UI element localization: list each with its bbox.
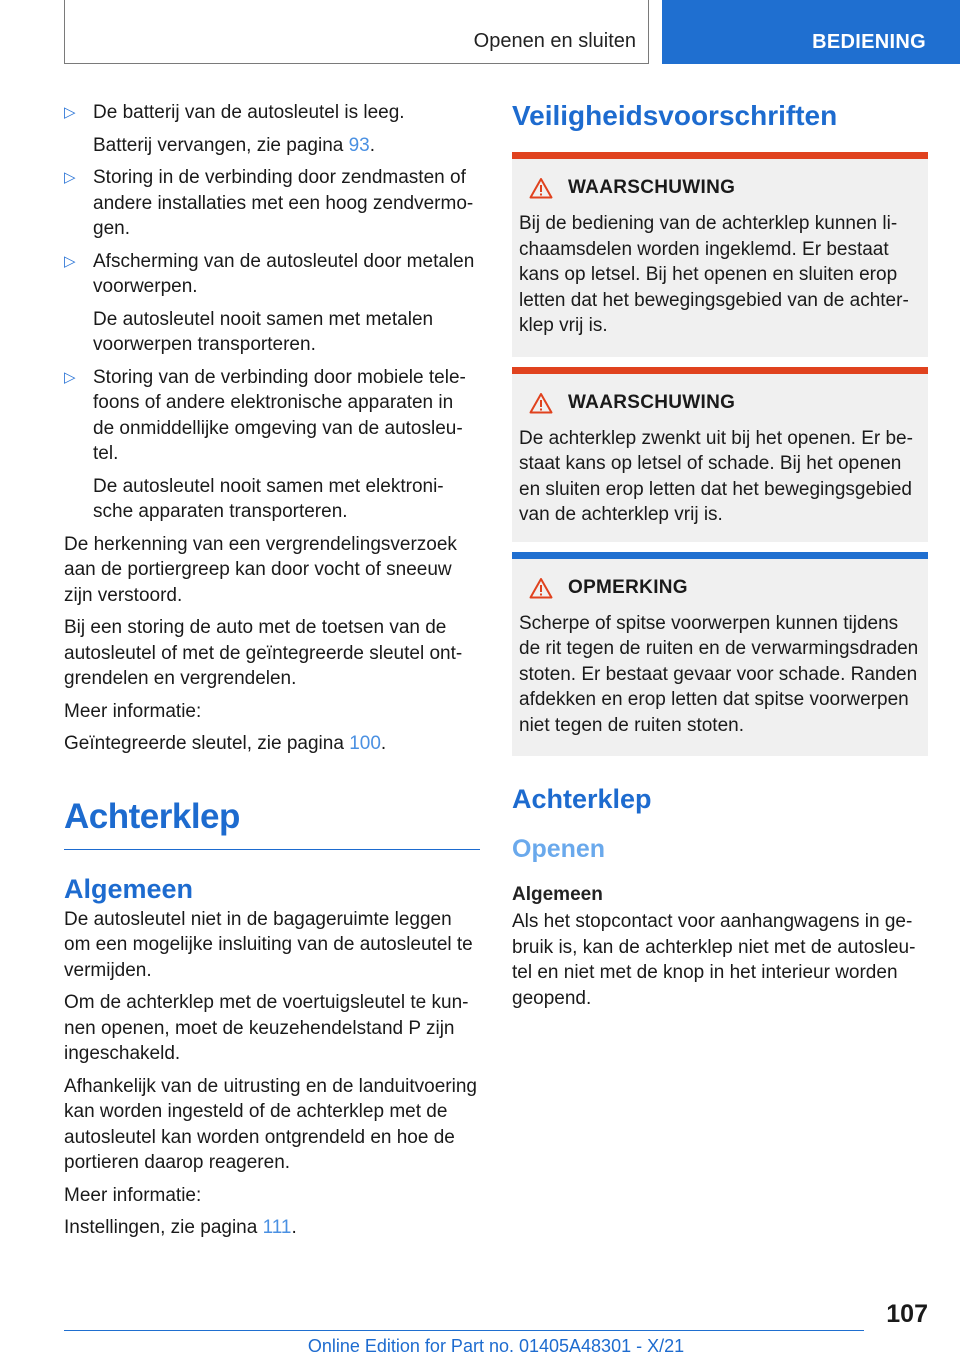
header-frame	[64, 0, 649, 64]
bullet-item	[64, 249, 480, 358]
paragraph: Om de achterklep met de voertuigsleutel te kun- nen openen, moet de keuzehendelstand P zijn ingeschakeld.	[64, 992, 469, 1064]
edition-text: Online Edition for Part no. 01405A48301 - X/21	[307, 1336, 685, 1356]
page-number: 107	[886, 1300, 928, 1328]
bullet-text: Afscherming van de autosleutel door metalen voorwerpen.	[93, 250, 475, 297]
note-text: Scherpe of spitse voorwerpen kunnen tijdens de rit tegen de ruiten en de verwarmingsdraden stoten. Er bestaat gevaar voor schade. Randen afdekken en erop letten dat spitse voorwerpen niet tegen de ruiten stoten.	[519, 612, 919, 736]
warning-text: De achterklep zwenkt uit bij het openen. Er be- staat kans op letsel of schade. Bij het openen en sluiten erop letten dat het bewegingsgebied van de achterklep vrij is.	[519, 427, 913, 525]
bullet-item	[64, 365, 480, 525]
paragraph: De autosleutel niet in de bagageruimte leggen om een mogelijke insluiting van de autosleutel te vermijden.	[64, 908, 473, 981]
warning-triangle-icon	[529, 577, 553, 599]
bullet-item	[64, 165, 480, 242]
warning-triangle-icon	[529, 177, 553, 199]
reference: Geïntegreerde sleutel, zie pagina 100.	[64, 733, 387, 754]
reference: Instellingen, zie pagina 111.	[64, 1217, 297, 1238]
page-link[interactable]: 111	[262, 1217, 292, 1238]
note-bar	[512, 552, 928, 559]
triangle-bullet-icon: ▷	[64, 169, 76, 186]
paragraph: Afhankelijk van de uitrusting en de landuitvoering kan worden ingesteld of de achterklep met de autosleutel kan worden ontgrendeld en hoe de portieren daarop reageren.	[64, 1075, 477, 1173]
page-link[interactable]: 93	[348, 134, 370, 156]
openen-heading: Openen	[512, 835, 606, 863]
achterklep-heading: Achterklep	[512, 784, 652, 814]
warning-title: WAARSCHUWING	[568, 391, 736, 413]
chapter-title: BEDIENING	[812, 31, 926, 53]
right-column	[512, 100, 928, 1011]
warning-box	[512, 367, 928, 542]
page-link[interactable]: 100	[349, 733, 381, 754]
heading-rule	[64, 849, 480, 850]
bullet-note: De autosleutel nooit samen met metalen voorwerpen transporteren.	[93, 308, 434, 355]
note-title: OPMERKING	[568, 576, 688, 598]
footer-rule	[64, 1330, 864, 1331]
paragraph: Bij een storing de auto met de toetsen van de autosleutel of met de geïntegreerde sleutel ont- grendelen en vergrendelen.	[64, 617, 463, 689]
bullet-note: De autosleutel nooit samen met elektroni- sche apparaten transporteren.	[93, 475, 444, 522]
more-info-label: Meer informatie:	[64, 700, 202, 722]
bullet-text: Storing van de verbinding door mobiele tele- foons of andere elektronische apparaten in de onmiddellijke omgeving van de autosleu- tel.	[93, 366, 466, 464]
paragraph: De herkenning van een vergrendelingsverzoek aan de portiergreep kan door vocht of sneeuw zijn verstoord.	[64, 533, 457, 606]
warning-title: WAARSCHUWING	[568, 177, 736, 198]
triangle-bullet-icon: ▷	[64, 368, 76, 386]
chapter-tab[interactable]	[662, 0, 960, 64]
warning-bar	[512, 152, 928, 159]
bullet-text: De batterij van de autosleutel is leeg.	[93, 102, 405, 123]
bullet-item	[64, 100, 480, 158]
section-title: Openen en sluiten	[473, 30, 636, 52]
triangle-bullet-icon: ▷	[64, 104, 76, 121]
warning-triangle-icon	[529, 392, 553, 414]
algemeen-heading: Algemeen	[512, 884, 603, 905]
warning-text: Bij de bediening van de achterklep kunnen li- chaamsdelen worden ingeklemd. Er bestaat kans op letsel. Bij het openen en sluiten erop letten dat het bewegingsgebied van de achter- klep vrij is.	[519, 213, 909, 336]
section-heading: Achterklep	[64, 796, 240, 836]
safety-heading: Veiligheidsvoorschriften	[512, 100, 838, 131]
bullet-subtext: Batterij vervangen, zie pagina 93.	[93, 134, 376, 156]
paragraph: Als het stopcontact voor aanhangwagens in ge- bruik is, kan de achterklep niet met de autosleu- tel en niet met de knop in het interieur worden geopend.	[512, 911, 916, 1009]
bullet-text: Storing in de verbinding door zendmasten of andere installaties met een hoog zendvermo- gen.	[93, 167, 474, 239]
warning-bar	[512, 367, 928, 374]
triangle-bullet-icon: ▷	[64, 252, 76, 270]
more-info-label: Meer informatie:	[64, 1184, 202, 1206]
warning-box	[512, 152, 928, 357]
left-column	[64, 100, 480, 1248]
note-box	[512, 552, 928, 757]
subsection-heading: Algemeen	[64, 873, 194, 904]
